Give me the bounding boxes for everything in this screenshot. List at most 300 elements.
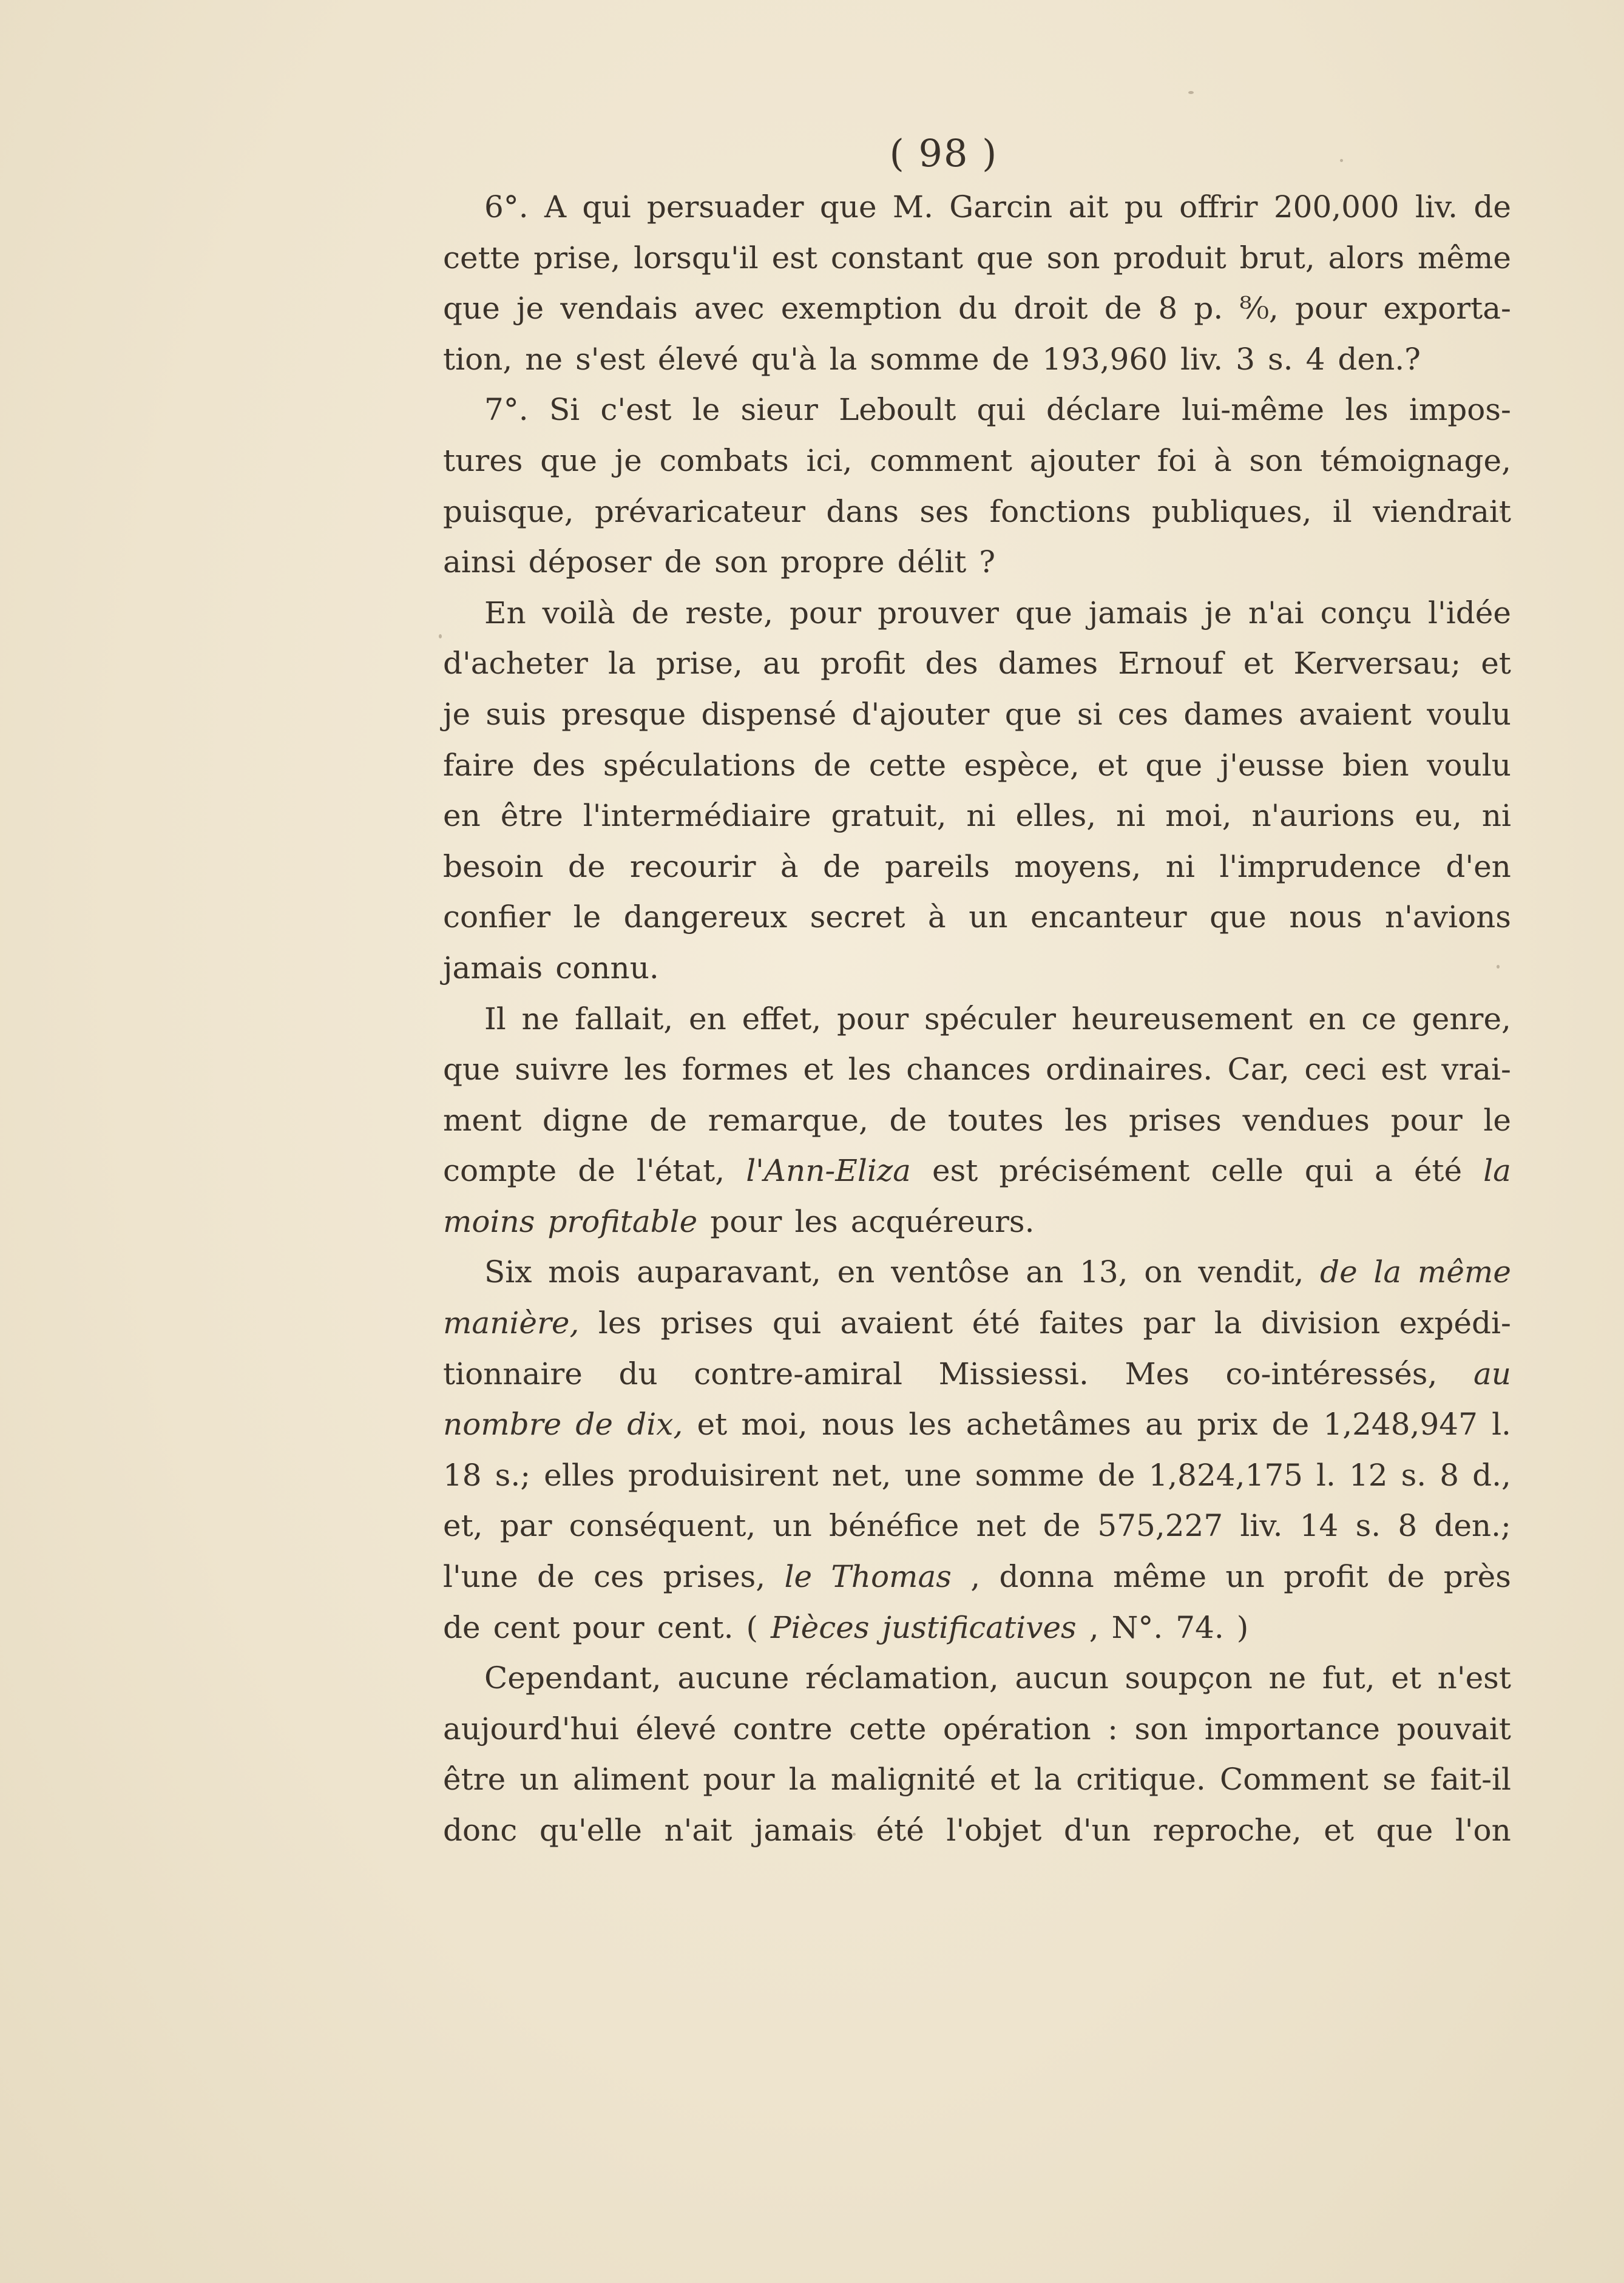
word: elles, — [1015, 798, 1097, 834]
text-line — [443, 1044, 1511, 1095]
word: offrir — [1179, 189, 1258, 225]
word: dix, — [627, 1407, 683, 1443]
word: vendues — [1242, 1102, 1370, 1138]
word: pour — [837, 1001, 909, 1037]
word: de — [1043, 1508, 1081, 1544]
word: Si — [549, 392, 580, 428]
word: gratuit, — [831, 798, 947, 834]
word: de — [823, 848, 861, 884]
word: même — [1113, 1559, 1207, 1595]
word: exemption — [780, 291, 942, 326]
word: ? — [979, 544, 996, 580]
word: réclamation, — [805, 1660, 999, 1696]
word: n'ait — [664, 1813, 732, 1848]
word: aucun — [1015, 1660, 1109, 1696]
word: justificatives — [882, 1609, 1077, 1645]
text-line — [443, 1653, 1511, 1704]
text-line — [443, 1805, 1511, 1856]
word: l'une — [443, 1559, 518, 1595]
word: un — [519, 1762, 559, 1798]
word: même — [1417, 240, 1511, 276]
word: la — [829, 341, 858, 377]
word: moi, — [1165, 798, 1232, 834]
text-line — [443, 1349, 1511, 1400]
word: le — [1483, 1102, 1511, 1138]
word: lorsqu'il — [634, 240, 759, 276]
word: l. — [1316, 1457, 1336, 1493]
word: chances — [906, 1052, 1031, 1087]
word: ventôse — [891, 1254, 1010, 1290]
word: de — [1473, 189, 1511, 225]
word: encanteur — [1030, 899, 1187, 935]
word: avaient — [1299, 696, 1412, 732]
word: n'avions — [1384, 899, 1511, 935]
word: tion, — [443, 341, 513, 377]
word: ait — [1068, 189, 1109, 225]
word: liv. — [1180, 341, 1223, 377]
word: compte — [443, 1153, 557, 1189]
word: 18 — [443, 1457, 482, 1493]
word: comment — [870, 442, 1012, 478]
word: conçu — [1320, 595, 1412, 631]
text-line — [443, 1501, 1511, 1552]
word: jamais — [1088, 595, 1188, 631]
word: an — [1026, 1254, 1064, 1290]
word: 1,248,947 — [1323, 1407, 1478, 1443]
word: ceci — [1304, 1052, 1366, 1087]
word: lui-même — [1182, 392, 1325, 428]
word: ⁸⁄₀, — [1239, 291, 1279, 326]
word: prise, — [655, 646, 743, 682]
word: est — [932, 1153, 978, 1189]
word: des — [925, 646, 978, 682]
word: ni — [1116, 798, 1146, 834]
word: foi — [1157, 442, 1197, 478]
word: co-intéressés, — [1225, 1356, 1438, 1392]
word: et — [1097, 747, 1128, 783]
word: moins — [443, 1203, 535, 1239]
word: combats — [659, 442, 789, 478]
word: Comment — [1219, 1762, 1369, 1798]
text-line — [443, 385, 1511, 436]
text-line — [443, 638, 1511, 689]
word: Garcin — [949, 189, 1053, 225]
text-line — [443, 842, 1511, 893]
word: déposer — [528, 544, 652, 580]
word: Missiessi. — [938, 1356, 1089, 1392]
word: se — [1382, 1762, 1416, 1798]
word: mois — [548, 1254, 621, 1290]
text-line — [443, 537, 1511, 588]
page-number: ( 98 ) — [889, 131, 998, 175]
text-line — [443, 1247, 1511, 1298]
word: de — [1097, 1457, 1135, 1493]
word: qui — [772, 1305, 822, 1341]
word: de — [631, 595, 669, 631]
word: pour — [710, 1203, 782, 1239]
paper-speck — [439, 634, 442, 638]
word: et — [1243, 646, 1274, 682]
word: au — [1145, 1407, 1183, 1443]
word: faites — [1039, 1305, 1125, 1341]
word: propre — [780, 544, 885, 580]
body-text — [443, 182, 1511, 1856]
word: : — [1108, 1711, 1118, 1747]
word: prix — [1197, 1407, 1258, 1443]
word: que — [1145, 747, 1203, 783]
word: brut, — [1239, 240, 1315, 276]
word: il — [1332, 493, 1352, 529]
word: publiques, — [1151, 493, 1312, 529]
word: de — [992, 341, 1030, 377]
word: d'acheter — [443, 646, 588, 682]
word: soupçon — [1125, 1660, 1253, 1696]
word: de — [575, 1407, 614, 1443]
word: sieur — [740, 392, 818, 428]
word: 12 — [1348, 1457, 1388, 1493]
word: l'idée — [1428, 595, 1511, 631]
word: et, — [443, 1508, 483, 1544]
word: s'est — [575, 341, 645, 377]
word: Cependant, — [484, 1660, 661, 1696]
word: pour — [1390, 1102, 1463, 1138]
word: eu, — [1415, 798, 1462, 834]
word: l'état, — [636, 1153, 725, 1189]
word: vendais — [560, 291, 678, 326]
word: de — [443, 1609, 481, 1645]
text-line — [443, 1146, 1511, 1197]
word: par — [499, 1508, 552, 1544]
word: que — [443, 291, 500, 326]
word: à — [927, 899, 946, 935]
word: du — [958, 291, 998, 326]
word: vrai- — [1441, 1052, 1511, 1087]
word: d'un — [1063, 1813, 1131, 1848]
word: avaient — [840, 1305, 953, 1341]
word: dames — [1183, 696, 1284, 732]
word: avec — [694, 291, 765, 326]
word: bien — [1342, 747, 1409, 783]
word: les — [848, 1052, 892, 1087]
word: je — [443, 696, 471, 732]
paper-speck — [1188, 91, 1194, 94]
text-line — [443, 487, 1511, 538]
word: ) — [1236, 1609, 1249, 1645]
word: malignité — [830, 1762, 976, 1798]
word: ment — [443, 1102, 522, 1138]
word: être — [500, 798, 563, 834]
word: pour — [572, 1609, 645, 1645]
word: cette — [849, 1711, 927, 1747]
word: genre, — [1412, 1001, 1511, 1037]
word: 8 — [1440, 1457, 1460, 1493]
word: fut, — [1322, 1660, 1375, 1696]
word: prises, — [663, 1559, 766, 1595]
word: si — [1077, 696, 1103, 732]
word: digne — [542, 1102, 629, 1138]
word: A — [544, 189, 567, 225]
word: importance — [1204, 1711, 1380, 1747]
word: auparavant, — [637, 1254, 821, 1290]
word: son — [714, 544, 768, 580]
word: de — [537, 1559, 575, 1595]
word: de — [813, 747, 851, 783]
word: constant — [830, 240, 964, 276]
word: de — [664, 544, 702, 580]
word: d'ajouter — [851, 696, 990, 732]
word: de — [1104, 291, 1142, 326]
word: tures — [443, 442, 523, 478]
word: 13, — [1080, 1254, 1128, 1290]
word: somme — [975, 1457, 1084, 1493]
word: les — [1064, 1102, 1108, 1138]
word: nous — [1289, 899, 1362, 935]
text-block — [443, 124, 1511, 1856]
word: produisirent — [628, 1457, 819, 1493]
word: la — [1034, 1762, 1062, 1798]
word: effet, — [742, 1001, 822, 1037]
word: , — [970, 1559, 981, 1595]
word: ni — [1481, 798, 1511, 834]
word: qui — [582, 189, 631, 225]
word: 7°. — [484, 392, 529, 428]
word: reproche, — [1152, 1813, 1302, 1848]
word: profit — [820, 646, 905, 682]
text-line — [443, 1552, 1511, 1603]
word: impos- — [1409, 392, 1511, 428]
text-line — [443, 1095, 1511, 1146]
word: n'ai — [1248, 595, 1304, 631]
word: l'objet — [946, 1813, 1042, 1848]
word: de — [1320, 1254, 1358, 1290]
word: ainsi — [443, 544, 516, 580]
word: être — [443, 1762, 506, 1798]
word: 14 — [1299, 1508, 1339, 1544]
word: pour — [789, 595, 862, 631]
word: viendrait — [1373, 493, 1511, 529]
word: la — [788, 1762, 817, 1798]
word: net, — [831, 1457, 892, 1493]
word: son — [1134, 1711, 1188, 1747]
word: acquéreurs. — [850, 1203, 1035, 1239]
word: par — [1143, 1305, 1196, 1341]
word: n'aurions — [1251, 798, 1395, 834]
word: de — [1387, 1559, 1425, 1595]
word: à — [780, 848, 799, 884]
word: Ernouf — [1118, 646, 1223, 682]
word: ajouter — [1029, 442, 1140, 478]
word: exporta- — [1383, 291, 1511, 326]
word: que — [540, 442, 598, 478]
word: expédi- — [1399, 1305, 1511, 1341]
word: on — [1144, 1254, 1182, 1290]
word: spéculations — [603, 747, 796, 783]
word: donna — [999, 1559, 1094, 1595]
word: remarque, — [708, 1102, 868, 1138]
word: son — [1046, 240, 1100, 276]
word: den.? — [1338, 341, 1421, 377]
word: dans — [826, 493, 899, 529]
word: de — [567, 848, 606, 884]
word: précisément — [999, 1153, 1190, 1189]
word: une — [904, 1457, 962, 1493]
word: donc — [443, 1813, 518, 1848]
text-line — [443, 994, 1511, 1045]
word: ne — [521, 1001, 560, 1037]
word: achetâmes — [966, 1407, 1131, 1443]
word: aliment — [573, 1762, 689, 1798]
word: même — [1417, 1254, 1511, 1290]
word: puisque, — [443, 493, 574, 529]
word: division — [1260, 1305, 1381, 1341]
word: l'Ann-Eliza — [746, 1153, 911, 1189]
word: que — [1210, 899, 1267, 935]
word: voulu — [1427, 747, 1511, 783]
word: 1,824,175 — [1148, 1457, 1303, 1493]
word: est — [771, 240, 817, 276]
word: N°. — [1111, 1609, 1163, 1645]
word: que — [1015, 595, 1072, 631]
word: d'en — [1446, 848, 1511, 884]
word: la — [1214, 1305, 1242, 1341]
word: été — [1413, 1153, 1463, 1189]
word: s. — [1401, 1457, 1427, 1493]
word: toutes — [947, 1102, 1044, 1138]
text-line — [443, 233, 1511, 284]
text-line — [443, 588, 1511, 639]
word: persuader — [646, 189, 804, 225]
text-line — [443, 334, 1511, 385]
word: est — [1381, 1052, 1427, 1087]
word: voulu — [1427, 696, 1511, 732]
word: et — [697, 1407, 728, 1443]
word: connu. — [555, 950, 659, 986]
word: p. — [1194, 291, 1223, 326]
word: les — [598, 1305, 642, 1341]
word: 8 — [1398, 1508, 1418, 1544]
word: et — [1324, 1813, 1354, 1848]
word: suivre — [515, 1052, 609, 1087]
word: prévaricateur — [594, 493, 805, 529]
word: spéculer — [924, 1001, 1056, 1037]
word: et — [990, 1762, 1020, 1798]
word: la — [607, 646, 636, 682]
word: bénéfice — [829, 1508, 959, 1544]
word: droit — [1013, 291, 1088, 326]
word: produit — [1113, 240, 1226, 276]
word: moyens, — [1014, 848, 1142, 884]
word: 193,960 — [1042, 341, 1168, 377]
word: jamais — [754, 1813, 854, 1848]
word: espèce, — [964, 747, 1080, 783]
word: suis — [486, 696, 546, 732]
text-line — [443, 943, 1511, 994]
word: elles — [544, 1457, 615, 1493]
word: un — [773, 1508, 812, 1544]
word: dangereux — [623, 899, 788, 935]
word: son — [1249, 442, 1303, 478]
word: Pièces — [771, 1609, 870, 1645]
word: à — [1213, 442, 1232, 478]
word: En — [484, 595, 526, 631]
word: et — [1391, 1660, 1421, 1696]
word: pour — [1294, 291, 1367, 326]
word: témoignage, — [1320, 442, 1511, 478]
word: confier — [443, 899, 551, 935]
word: alors — [1328, 240, 1405, 276]
word: Mes — [1125, 1356, 1189, 1392]
word: la — [1373, 1254, 1402, 1290]
word: ces — [1117, 696, 1169, 732]
word: secret — [810, 899, 905, 935]
word: 575,227 — [1097, 1508, 1223, 1544]
word: tionnaire — [443, 1356, 583, 1392]
word: liv. — [1240, 1508, 1283, 1544]
word: 8 — [1158, 291, 1178, 326]
word: l'imprudence — [1219, 848, 1421, 884]
word: j'eusse — [1220, 747, 1325, 783]
text-line — [443, 740, 1511, 791]
word: 4 — [1305, 341, 1325, 377]
word: que — [443, 1052, 500, 1087]
word: ses — [919, 493, 969, 529]
text-line — [443, 892, 1511, 943]
word: formes — [682, 1052, 789, 1087]
word: prouver — [878, 595, 1000, 631]
word: de — [1271, 1407, 1310, 1443]
word: l. — [1492, 1407, 1511, 1443]
word: 74. — [1176, 1609, 1224, 1645]
word: que — [1376, 1813, 1433, 1848]
word: ordinaires. — [1046, 1052, 1213, 1087]
word: den.; — [1434, 1508, 1511, 1544]
word: de — [649, 1102, 687, 1138]
word: aujourd'hui — [443, 1711, 619, 1747]
text-line — [443, 182, 1511, 233]
word: heureusement — [1071, 1001, 1293, 1037]
word: je — [614, 442, 642, 478]
text-line — [443, 1450, 1511, 1501]
word: besoin — [443, 848, 544, 884]
word: la — [1483, 1153, 1511, 1189]
word: jamais — [443, 950, 543, 986]
word: ni — [1165, 848, 1195, 884]
word: cent. — [657, 1609, 734, 1645]
word: net — [976, 1508, 1026, 1544]
word: n'est — [1437, 1660, 1511, 1696]
word: , — [1089, 1609, 1099, 1645]
word: ce — [1361, 1001, 1396, 1037]
word: les — [1345, 392, 1389, 428]
word: prises — [1129, 1102, 1222, 1138]
word: que — [819, 189, 877, 225]
word: en — [837, 1254, 875, 1290]
word: reste, — [685, 595, 774, 631]
word: pouvait — [1396, 1711, 1511, 1747]
text-line — [443, 1603, 1511, 1654]
word: profitable — [547, 1203, 698, 1239]
word: nombre — [443, 1407, 562, 1443]
word: 6°. — [484, 189, 529, 225]
word: Kerversau; — [1293, 646, 1461, 682]
word: le — [784, 1559, 813, 1595]
word: élevé — [657, 341, 739, 377]
word: et — [1481, 646, 1511, 682]
word: Car, — [1227, 1052, 1290, 1087]
text-line — [443, 1399, 1511, 1450]
word: le — [573, 899, 601, 935]
word: aucune — [677, 1660, 790, 1696]
